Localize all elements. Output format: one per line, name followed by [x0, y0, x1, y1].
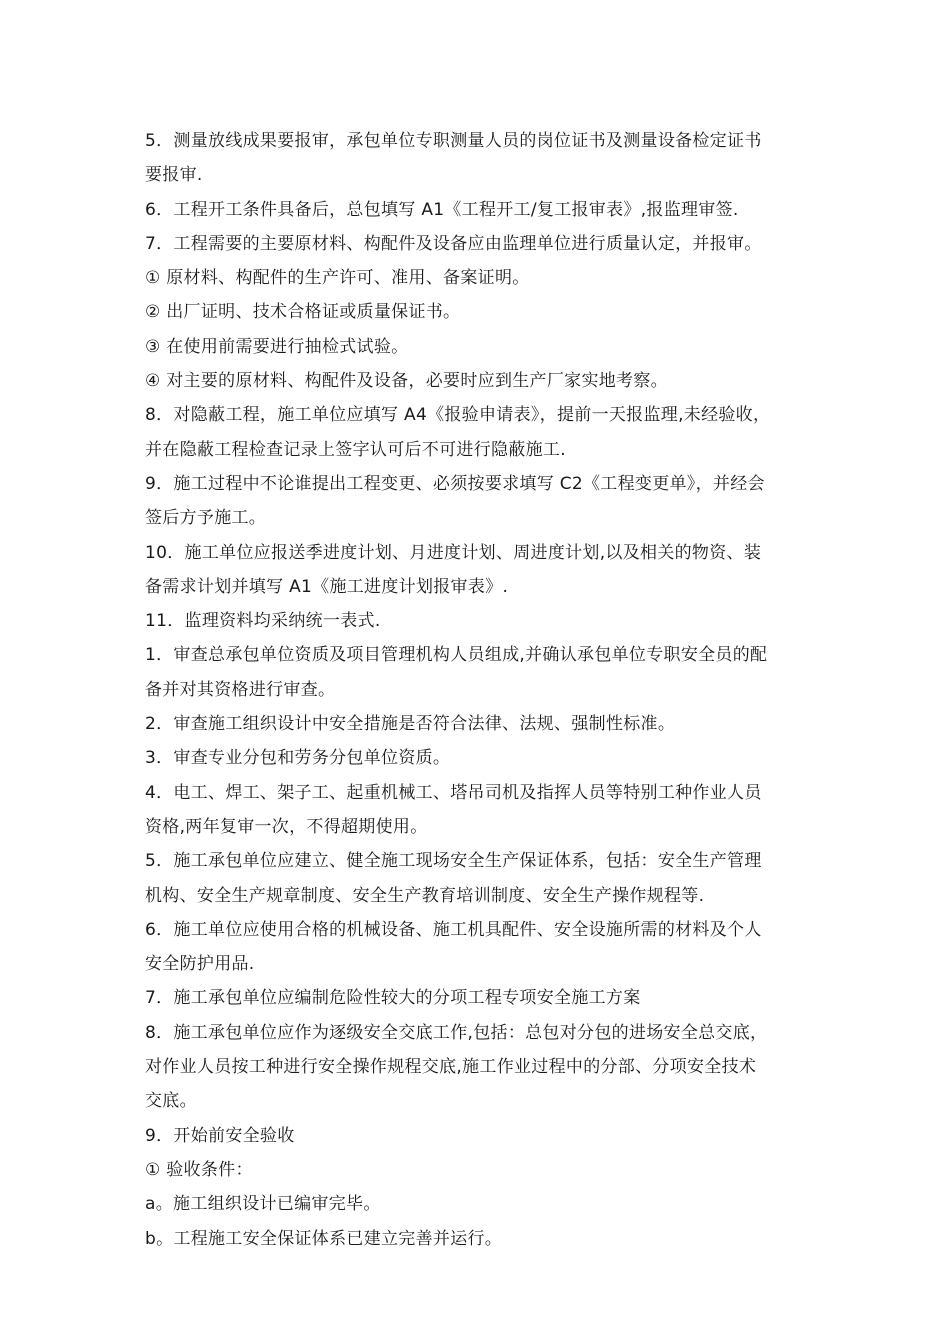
text-line: ② 出厂证明、技术合格证或质量保证书。: [145, 302, 461, 323]
text-line: 9．开始前安全验收: [145, 1125, 295, 1146]
text-line: 10．施工单位应报送季进度计划、月进度计划、周进度计划,以及相关的物资、装: [145, 542, 762, 563]
text-line: 8．对隐蔽工程，施工单位应填写 A4《报验申请表》，提前一天报监理,未经验收，: [145, 405, 771, 426]
text-line: 备需求计划并填写 A1《施工进度计划报审表》.: [145, 576, 509, 597]
text-line: 1．审查总承包单位资质及项目管理机构人员组成,并确认承包单位专职安全员的配: [145, 645, 768, 666]
text-line: 备并对其资格进行审查。: [145, 679, 336, 700]
text-line: 3．审查专业分包和劳务分包单位资质。: [145, 748, 451, 769]
text-line: 6．施工单位应使用合格的机械设备、施工机具配件、安全设施所需的材料及个人: [145, 919, 762, 940]
text-line: ① 验收条件：: [145, 1159, 253, 1180]
text-line: 签后方予施工。: [145, 508, 267, 529]
text-line: 7．工程需要的主要原材料、构配件及设备应由监理单位进行质量认定，并报审。: [145, 233, 762, 254]
text-line: ④ 对主要的原材料、构配件及设备，必要时应到生产厂家实地考察。: [145, 371, 668, 392]
text-line: 要报审.: [145, 165, 203, 186]
text-line: 机构、安全生产规章制度、安全生产教育培训制度、安全生产操作规程等.: [145, 885, 705, 906]
text-line: 9．施工过程中不论谁提出工程变更、必须按要求填写 C2《工程变更单》，并经会: [145, 473, 765, 494]
text-line: 4．电工、焊工、架子工、起重机械工、塔吊司机及指挥人员等特别工种作业人员: [145, 782, 762, 803]
text-line: a。施工组织设计已编审完毕。: [145, 1194, 381, 1215]
text-line: 8．施工承包单位应作为逐级安全交底工作,包括：总包对分包的进场安全总交底，: [145, 1022, 768, 1043]
text-line: ③ 在使用前需要进行抽检式试验。: [145, 336, 409, 357]
text-line: ① 原材料、构配件的生产许可、准用、备案证明。: [145, 268, 530, 289]
document-body: [145, 124, 815, 1256]
text-line: 2．审查施工组织设计中安全措施是否符合法律、法规、强制性标准。: [145, 714, 676, 735]
text-line: 5．施工承包单位应建立、健全施工现场安全生产保证体系，包括：安全生产管理: [145, 851, 762, 872]
text-line: 资格,两年复审一次，不得超期使用。: [145, 816, 428, 837]
text-line: 对作业人员按工种进行安全操作规程交底,施工作业过程中的分部、分项安全技术: [145, 1057, 757, 1078]
text-line: 交底。: [145, 1091, 197, 1112]
text-line: 11．监理资料均采纳统一表式.: [145, 611, 381, 632]
text-line: b。工程施工安全保证体系已建立完善并运行。: [145, 1228, 503, 1249]
text-line: 5．测量放线成果要报审，承包单位专职测量人员的岗位证书及测量设备检定证书: [145, 131, 762, 151]
text-line: 6．工程开工条件具备后，总包填写 A1《工程开工/复工报审表》,报监理审签.: [145, 199, 739, 220]
text-line: 7．施工承包单位应编制危险性较大的分项工程专项安全施工方案: [145, 988, 641, 1009]
text-line: 安全防护用品.: [145, 954, 255, 975]
text-line: 并在隐蔽工程检查记录上签字认可后不可进行隐蔽施工.: [145, 439, 566, 460]
